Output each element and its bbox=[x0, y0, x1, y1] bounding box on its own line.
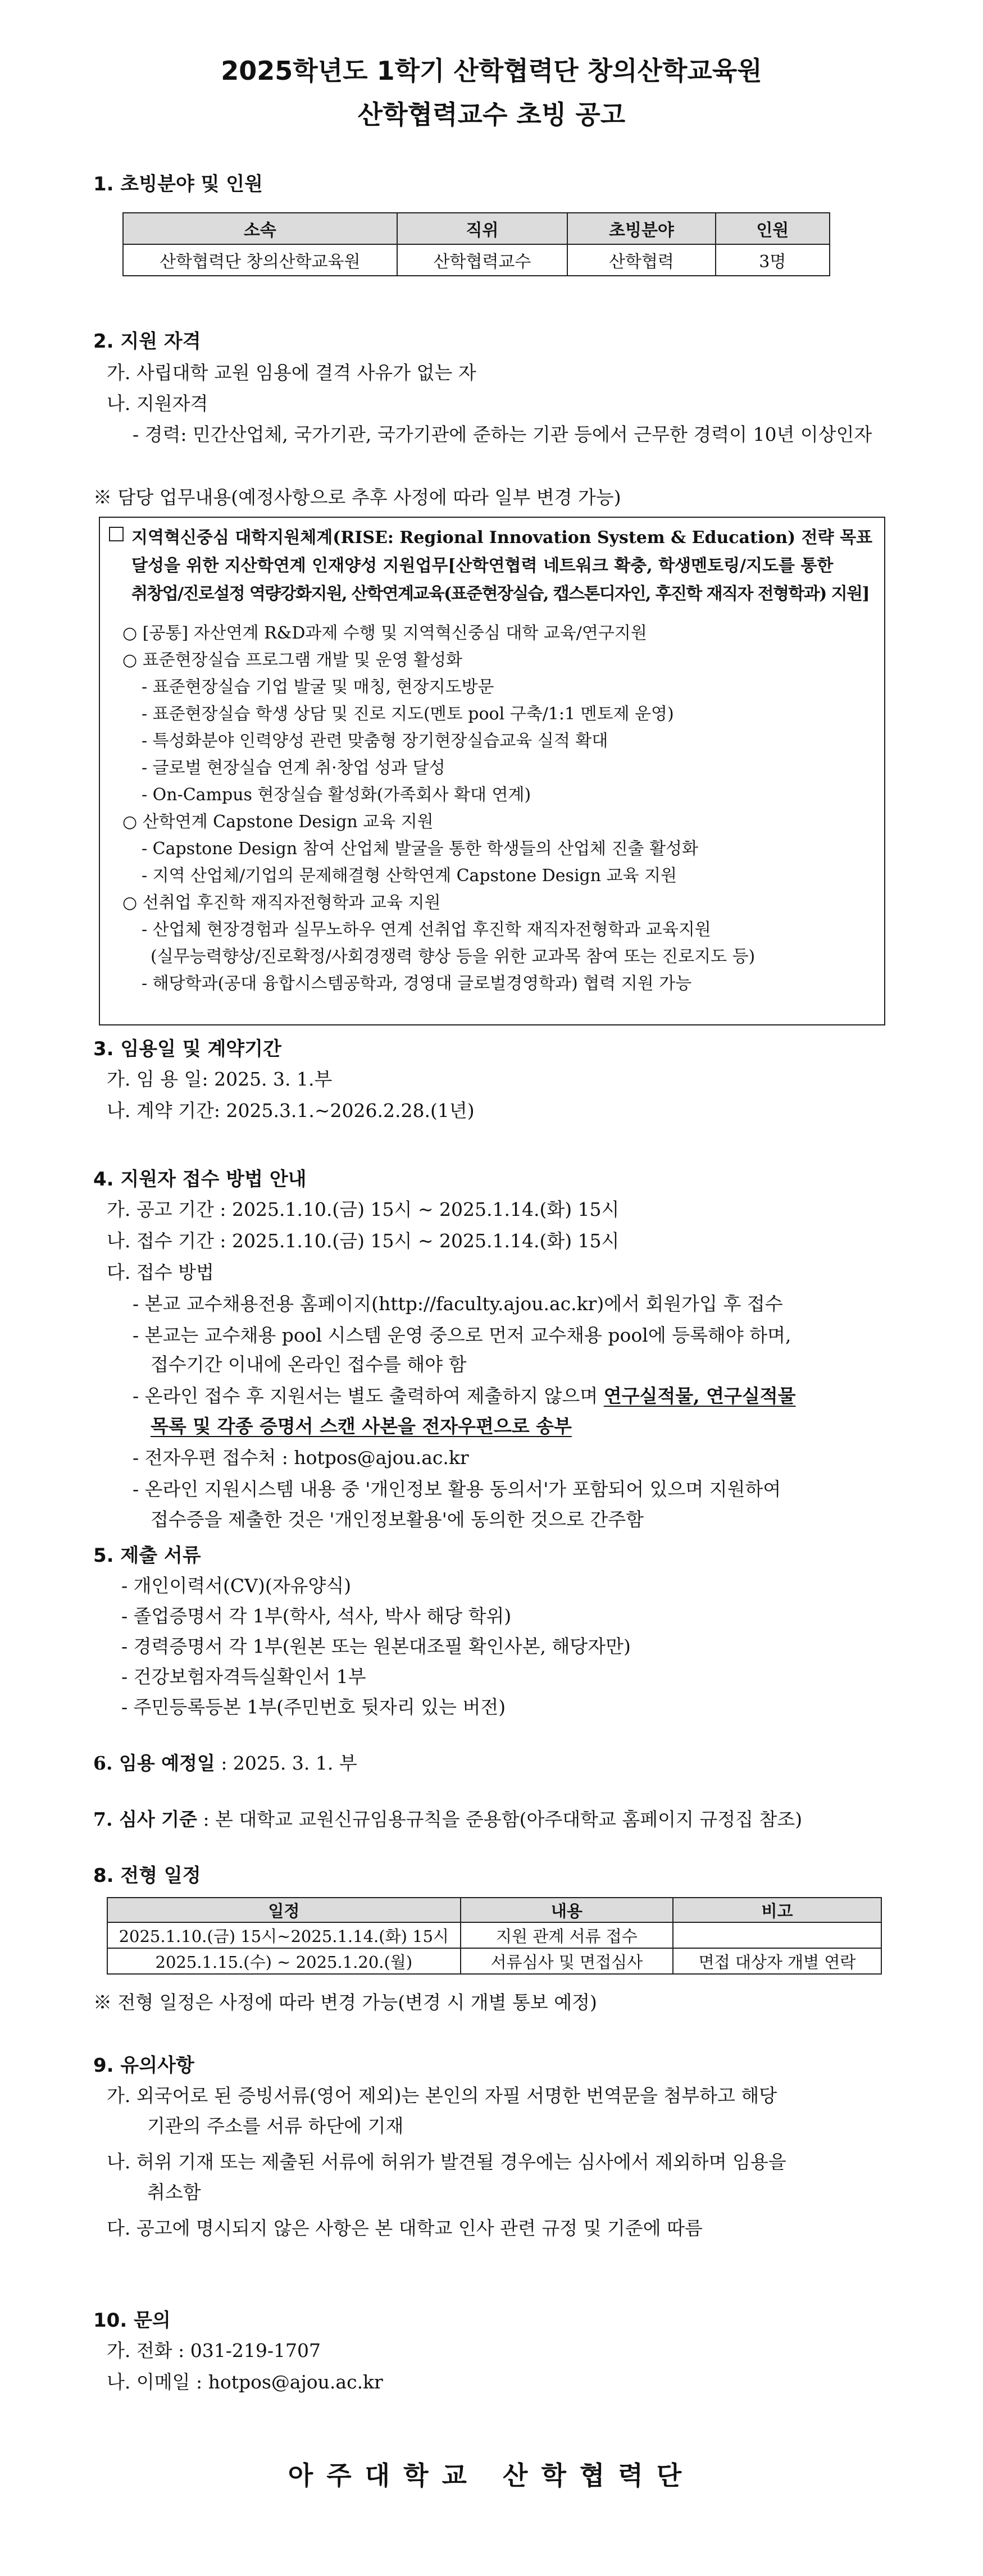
schedule-note: ※ 전형 일정은 사정에 따라 변경 가능(변경 시 개별 통보 예정) bbox=[93, 1991, 597, 2013]
section-3-heading: 3. 임용일 및 계약기간 bbox=[93, 1038, 281, 1060]
appointment-date: 가. 임 용 일: 2025. 3. 1.부 bbox=[107, 1068, 333, 1090]
method-item: - 본교는 교수채용 pool 시스템 운영 중으로 먼저 교수채용 pool에 등록해야 하며, bbox=[133, 1324, 791, 1346]
duty-subitem: - 지역 산업체/기업의 문제해결형 산학연계 Capstone Design 교육 지원 bbox=[142, 866, 677, 886]
section-7 bbox=[93, 1805, 802, 1831]
table-header: 직위 bbox=[397, 213, 568, 244]
table-row bbox=[107, 1922, 881, 1948]
table-cell: 서류심사 및 면접심사 bbox=[461, 1948, 673, 1974]
section-7-heading: 7. 심사 기준 bbox=[93, 1808, 197, 1830]
table-cell: 산학협력교수 bbox=[397, 244, 568, 276]
notice-title-line2: 산학협력교수 초빙 공고 bbox=[357, 99, 626, 130]
table-cell: 2025.1.15.(수) ~ 2025.1.20.(월) bbox=[107, 1948, 461, 1974]
table-row bbox=[123, 244, 830, 276]
caution-a-cont: 기관의 주소를 서류 하단에 기재 bbox=[147, 2115, 404, 2137]
qualification-career: - 경력: 민간산업체, 국가기관, 국가기관에 준하는 기관 등에서 근무한 경력이 10년 이상인자 bbox=[133, 423, 872, 445]
section-7-value: : 본 대학교 교원신규임용규칙을 준용함(아주대학교 홈페이지 규정집 참조) bbox=[197, 1808, 803, 1830]
method-item-cont: 목록 및 각종 증명서 스캔 사본을 전자우편으로 송부 bbox=[151, 1415, 572, 1437]
duty-subitem: - Capstone Design 참여 산업체 발굴을 통한 학생들의 산업체 진출 활성화 bbox=[142, 839, 699, 859]
method-item bbox=[133, 1382, 796, 1408]
qualification-b: 나. 지원자격 bbox=[107, 393, 208, 414]
table-cell bbox=[673, 1922, 881, 1948]
qualification-a: 가. 사립대학 교원 임용에 결격 사유가 없는 자 bbox=[107, 362, 476, 384]
duty-subitem: - 산업체 현장경험과 실무노하우 연계 선취업 후진학 재직자전형학과 교육지원 bbox=[142, 920, 711, 940]
duty-item: ○ 산학연계 Capstone Design 교육 지원 bbox=[122, 812, 434, 832]
method-item: - 본교 교수채용전용 홈페이지(http://faculty.ajou.ac.kr)에서 회원가입 후 접수 bbox=[133, 1293, 783, 1315]
duty-item: ○ 표준현장실습 프로그램 개발 및 운영 활성화 bbox=[122, 650, 463, 670]
section-4-heading: 4. 지원자 접수 방법 안내 bbox=[93, 1168, 307, 1191]
duty-subitem: - 표준현장실습 기업 발굴 및 매칭, 현장지도방문 bbox=[142, 677, 494, 697]
duties-box bbox=[99, 517, 885, 1025]
table-cell: 산학협력 bbox=[567, 244, 715, 276]
method-item-cont: 접수증을 제출한 것은 '개인정보활용'에 동의한 것으로 간주함 bbox=[151, 1508, 644, 1530]
duty-item: ○ 선취업 후진학 재직자전형학과 교육 지원 bbox=[122, 893, 441, 913]
method-underlined: 연구실적물, 연구실적물 bbox=[603, 1385, 796, 1407]
table-cell: 면접 대상자 개별 연락 bbox=[673, 1948, 881, 1974]
table-header: 일정 bbox=[107, 1898, 461, 1922]
section-9-heading: 9. 유의사항 bbox=[93, 2054, 194, 2077]
issuing-organization: 아주대학교 산학협력단 bbox=[288, 2460, 695, 2491]
table-cell: 2025.1.10.(금) 15시~2025.1.14.(화) 15시 bbox=[107, 1922, 461, 1948]
section-6-heading: 6. 임용 예정일 bbox=[93, 1752, 215, 1774]
table-cell: 3명 bbox=[716, 244, 830, 276]
caution-c: 다. 공고에 명시되지 않은 사항은 본 대학교 인사 관련 규정 및 기준에 따름 bbox=[107, 2217, 703, 2239]
duty-subitem: (실무능력향상/진로확정/사회경쟁력 향상 등을 위한 교과목 참여 또는 진로지도 등) bbox=[151, 947, 756, 966]
application-method-label: 다. 접수 방법 bbox=[107, 1261, 214, 1283]
section-6-value: : 2025. 3. 1. 부 bbox=[215, 1752, 357, 1774]
duties-summary-line2: 달성을 위한 지산학연계 인재양성 지원업무[산학연협력 네트워크 확충, 학생멘토링/지도를 통한 bbox=[131, 556, 834, 576]
duty-subitem: - 해당학과(공대 융합시스템공학과, 경영대 글로벌경영학과) 협력 지원 가능 bbox=[142, 974, 692, 993]
section-5-heading: 5. 제출 서류 bbox=[93, 1544, 201, 1567]
section-6 bbox=[93, 1749, 357, 1775]
table-header: 비고 bbox=[673, 1898, 881, 1922]
duty-subitem: - On-Campus 현장실습 활성화(가족회사 확대 연계) bbox=[142, 785, 531, 805]
caution-b-cont: 취소함 bbox=[147, 2181, 201, 2203]
duties-summary-line1: 지역혁신중심 대학지원체계(RISE: Regional Innovation System & Education) 전략 목표 bbox=[131, 528, 873, 548]
section-2-heading: 2. 지원 자격 bbox=[93, 330, 201, 353]
table-cell: 지원 관계 서류 접수 bbox=[461, 1922, 673, 1948]
document-item: - 경력증명서 각 1부(원본 또는 원본대조필 확인사본, 해당자만) bbox=[121, 1635, 631, 1657]
table-cell: 산학협력단 창의산학교육원 bbox=[123, 244, 397, 276]
method-item: - 온라인 지원시스템 내용 중 '개인정보 활용 동의서'가 포함되어 있으며 지원하여 bbox=[133, 1478, 781, 1500]
positions-table bbox=[122, 212, 830, 276]
duty-subitem: - 표준현장실습 학생 상담 및 진로 지도(멘토 pool 구축/1:1 멘토제 운영) bbox=[142, 704, 674, 724]
document-item: - 졸업증명서 각 1부(학사, 석사, 박사 해당 학위) bbox=[121, 1605, 512, 1627]
contract-period: 나. 계약 기간: 2025.3.1.~2026.2.28.(1년) bbox=[107, 1100, 475, 1121]
notice-period: 가. 공고 기간 : 2025.1.10.(금) 15시 ~ 2025.1.14.(화) 15시 bbox=[107, 1198, 620, 1220]
section-1-heading: 1. 초빙분야 및 인원 bbox=[93, 173, 263, 195]
duty-subitem: - 글로벌 현장실습 연계 취·창업 성과 달성 bbox=[142, 758, 445, 778]
table-header: 인원 bbox=[716, 213, 830, 244]
section-10-heading: 10. 문의 bbox=[93, 2309, 171, 2332]
checkbox-icon bbox=[109, 527, 124, 541]
schedule-table bbox=[107, 1897, 882, 1975]
contact-phone: 가. 전화 : 031-219-1707 bbox=[107, 2340, 321, 2361]
duties-summary-line3: 취창업/진로설정 역량강화지원, 산학연계교육(표준현장실습, 캡스톤디자인, 후진학 재직자 전형학과) 지원] bbox=[131, 584, 869, 604]
duty-item: ○ [공통] 자산연계 R&D과제 수행 및 지역혁신중심 대학 교육/연구지원 bbox=[122, 623, 647, 643]
application-period: 나. 접수 기간 : 2025.1.10.(금) 15시 ~ 2025.1.14.(화) 15시 bbox=[107, 1230, 620, 1252]
document-item: - 주민등록등본 1부(주민번호 뒷자리 있는 버전) bbox=[121, 1696, 506, 1718]
duties-note: ※ 담당 업무내용(예정사항으로 추후 사정에 따라 일부 변경 가능) bbox=[93, 486, 621, 508]
contact-email: 나. 이메일 : hotpos@ajou.ac.kr bbox=[107, 2371, 383, 2393]
method-item: - 전자우편 접수처 : hotpos@ajou.ac.kr bbox=[133, 1447, 469, 1469]
method-item-cont: 접수기간 이내에 온라인 접수를 해야 함 bbox=[151, 1353, 467, 1375]
notice-title-line1: 2025학년도 1학기 산학협력단 창의산학교육원 bbox=[221, 56, 762, 86]
caution-b: 나. 허위 기재 또는 제출된 서류에 허위가 발견될 경우에는 심사에서 제외하며 임용을 bbox=[107, 2151, 786, 2173]
caution-a: 가. 외국어로 된 증빙서류(영어 제외)는 본인의 자필 서명한 번역문을 첨부하고 해당 bbox=[107, 2085, 777, 2107]
table-header: 초빙분야 bbox=[567, 213, 715, 244]
table-header: 소속 bbox=[123, 213, 397, 244]
section-8-heading: 8. 전형 일정 bbox=[93, 1864, 201, 1887]
document-item: - 개인이력서(CV)(자유양식) bbox=[121, 1575, 352, 1597]
document-item: - 건강보험자격득실확인서 1부 bbox=[121, 1666, 366, 1688]
table-header: 내용 bbox=[461, 1898, 673, 1922]
table-row bbox=[107, 1948, 881, 1974]
method-text: - 온라인 접수 후 지원서는 별도 출력하여 제출하지 않으며 bbox=[133, 1385, 604, 1407]
duty-subitem: - 특성화분야 인력양성 관련 맞춤형 장기현장실습교육 실적 확대 bbox=[142, 731, 608, 751]
